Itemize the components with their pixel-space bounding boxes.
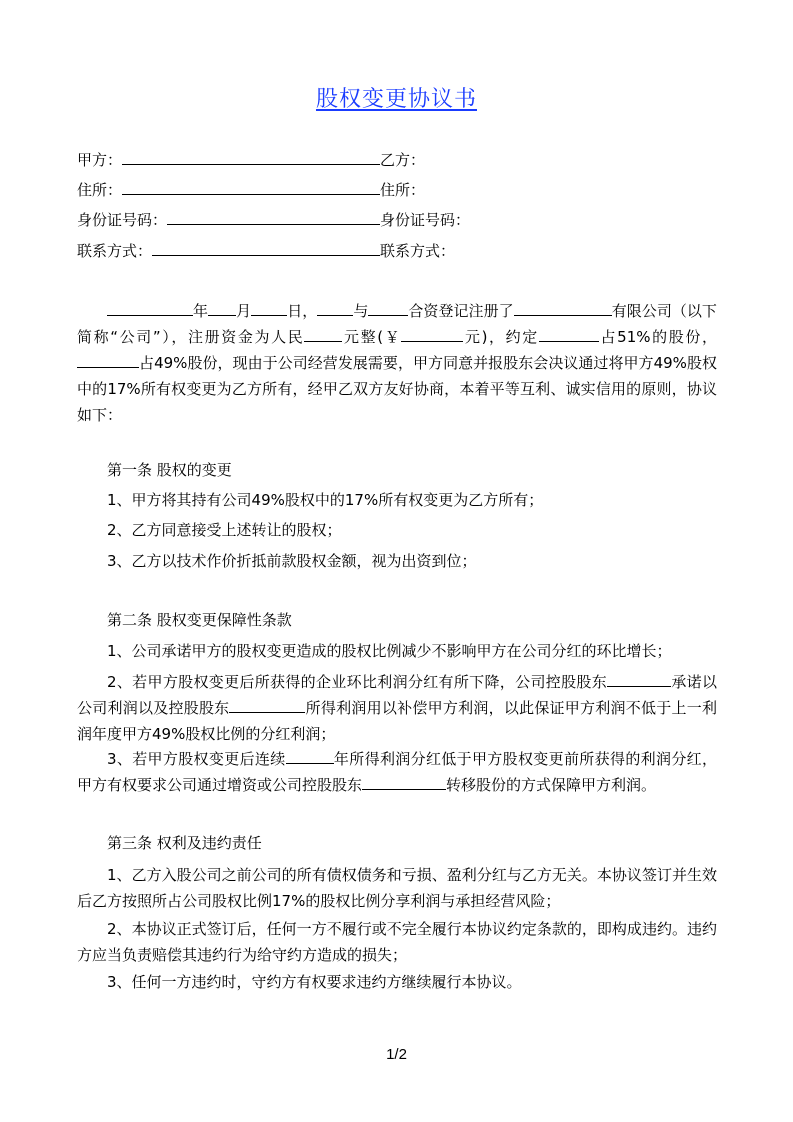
intro-company-text: 有限公司（以下简称“公司”），注册资金为人民 [77, 302, 717, 346]
year-blank [107, 301, 193, 316]
article3-item-3: 3、任何一方违约时，守约方有权要求违约方继续履行本协议。 [107, 973, 522, 991]
article2-item-2-text-b: 承诺以公司利润以及控股股东 [77, 673, 717, 717]
party-row-address [77, 179, 425, 201]
party-a-address-label: 住所： [77, 181, 123, 199]
consecutive-years-blank [286, 749, 334, 764]
intro-month-text: 月 [236, 302, 252, 320]
party-b-contact-label: 联系方式： [380, 242, 456, 260]
intro-day-text: 日， [287, 302, 318, 320]
article1-item-1: 1、甲方将其持有公司49%股权中的17%所有权变更为乙方所有； [107, 491, 544, 509]
capital-number-blank [401, 327, 463, 342]
party1-blank [317, 301, 353, 316]
intro-year-text: 年 [193, 302, 209, 320]
article2-item-1: 1、公司承诺甲方的股权变更造成的股权比例减少不影响甲方在公司分红的环比增长； [107, 642, 672, 660]
article2-item-2 [77, 669, 717, 747]
party-row-name [77, 149, 425, 171]
intro-51-text: 占51%的股份， [598, 328, 718, 346]
article1-item-3: 3、乙方以技术作价折抵前款股权金额，视为出资到位； [107, 552, 477, 570]
company-name-blank [514, 301, 612, 316]
party-a-contact-blank [152, 240, 380, 256]
party-a-id-label: 身份证号码： [77, 211, 168, 229]
article1-heading: 第一条 股权的变更 [107, 461, 232, 479]
article2-heading: 第二条 股权变更保障性条款 [107, 611, 292, 629]
article2-item-3-text-c: 转移股份的方式保障甲方利润。 [446, 776, 657, 794]
document-title: 股权变更协议书 [315, 87, 477, 112]
party-a-name-blank [122, 149, 380, 165]
day-blank [251, 301, 287, 316]
article2-item-3-text-a: 3、若甲方股权变更后连续 [107, 750, 286, 768]
article3-heading: 第三条 权利及违约责任 [107, 834, 262, 852]
article3-item-2: 2、本协议正式签订后，任何一方不履行或不完全履行本协议约定条款的，即构成违约。违约方应当负责赔偿其违约行为给守约方造成的损失； [77, 920, 717, 964]
party-b-name-label: 乙方： [380, 151, 426, 169]
article2-item-2-text-c: 所得利润用以补偿甲方利润，以此保证甲方利润不低于上一利润年度甲方49%股权比例的分红利润； [77, 699, 717, 743]
holder-49-blank [77, 353, 139, 368]
intro-paragraph [77, 298, 717, 428]
holder-51-blank [539, 327, 599, 342]
party-b-address-label: 住所： [380, 181, 426, 199]
controlling-shareholder-blank-2 [229, 698, 305, 713]
party2-blank [368, 301, 408, 316]
party-b-id-label: 身份证号码： [380, 211, 471, 229]
page-number: 1/2 [386, 1046, 407, 1063]
capital-blank [304, 327, 342, 342]
controlling-shareholder-blank-1 [607, 672, 671, 687]
intro-agreed-text: 元)，约定 [463, 328, 539, 346]
article2-item-3-text-b: 年所得利润分红低于甲方股权变更前所获得的利润分红，甲方有权要求公司通过增资或公司控股股东 [77, 750, 718, 794]
party-row-id [77, 209, 470, 231]
article2-item-2-text-a: 2、若甲方股权变更后所获得的企业环比利润分红有所下降，公司控股股东 [107, 673, 608, 691]
intro-capital-text: 元整(￥ [342, 328, 402, 346]
party-a-name-label: 甲方： [77, 151, 123, 169]
party-a-id-blank [167, 209, 380, 225]
party-a-address-blank [122, 179, 380, 195]
controlling-shareholder-blank-3 [362, 775, 446, 790]
party-a-contact-label: 联系方式： [77, 242, 153, 260]
month-blank [208, 301, 236, 316]
intro-with-text: 与 [353, 302, 369, 320]
intro-registered-text: 合资登记注册了 [408, 302, 514, 320]
article2-item-3 [77, 746, 717, 798]
article3-item-1: 1、乙方入股公司之前公司的所有债权债务和亏损、盈利分红与乙方无关。本协议签订并生效后乙方按照所占公司股权比例17%的股权比例分享利润与承担经营风险； [77, 866, 717, 910]
article1-item-2: 2、乙方同意接受上述转让的股权； [107, 521, 342, 539]
intro-body-text: 占49%股份，现由于公司经营发展需要，甲方同意并报股东会决议通过将甲方49%股权中的17%所有权变更为乙方所有，经甲乙双方友好协商，本着平等互利、诚实信用的原则，协议如下： [77, 354, 717, 424]
party-row-contact [77, 240, 455, 262]
